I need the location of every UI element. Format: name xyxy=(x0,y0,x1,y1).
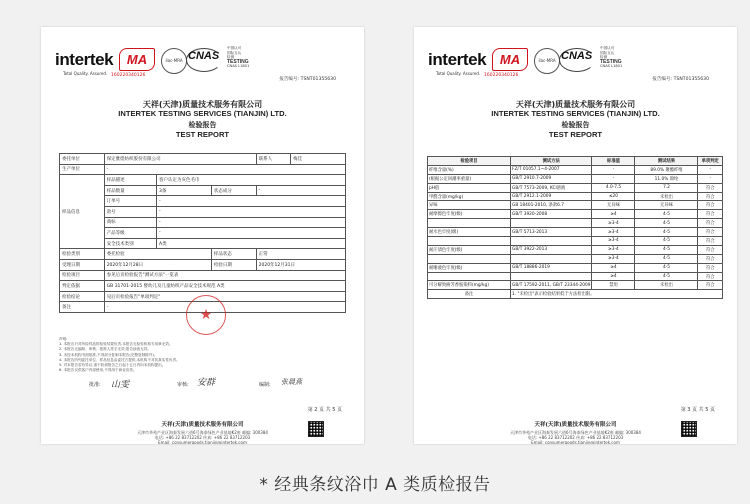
results-row xyxy=(428,254,723,263)
ma-logo: MA xyxy=(492,48,528,71)
results-cell-standard: ≥4 xyxy=(592,272,635,281)
company-name-cn: 天祥(天津)质量技术服务有限公司 xyxy=(142,100,263,109)
info-table: 委托单位 保定雅缇纺织股份有限公司 联系人 梅佳 生产单位 - 样品信息 样品描述 客户认定为灰色毛巾 样品数量 3条 状态成分 - 订单号 - 款号 - 商标 - 产品等级 - 安全技术类别 A类 检验类别 委托检验 样品状态 正常 受理日期 2020年12月28日 检验日期 2020年12月31日 检验项目 参见后页检验报告"测试方法"一览表 判定依据 GB 31701-2015 婴幼儿及儿童纺织产品安全技术规范 A类 检验结论 见后页检验报告"单项判定" 备注 - xyxy=(59,153,346,313)
results-cell-standard: - xyxy=(592,165,635,174)
results-cell-method: GB/T 17592-2011, GB/T 23344-2009 xyxy=(512,282,591,288)
results-cell-result: 4-5 xyxy=(635,237,698,246)
results-cell-method: GB/T 2912.1-2009 xyxy=(511,192,592,201)
results-cell-item: (根据公定回潮率重量) xyxy=(428,174,511,183)
results-cell-judge: - xyxy=(698,165,723,174)
results-cell-method: GB/T 3920-2008 xyxy=(511,210,592,219)
qr-code-icon xyxy=(308,421,324,437)
results-cell-judge: 符合 xyxy=(698,210,723,219)
results-cell-method: GB/T 18886-2019 xyxy=(511,263,592,272)
results-cell-item: 耐汗渍色牢度(级) xyxy=(428,245,511,254)
results-cell-judge: 符合 xyxy=(698,219,723,228)
reviewer-signature: 安群 xyxy=(197,378,216,388)
results-cell-method: GB/T 7573-2009, KCl溶液 xyxy=(511,183,592,192)
results-row xyxy=(428,228,723,237)
results-row xyxy=(428,245,723,254)
footer-contact: 天津市华苑产业区海泰发展六道6号海泰绿色产业基地K2座 邮编: 300384 电话: +86 22 83712202 传真: +86 22 83712203 Email: consumergoods.tianjin@intertek.com xyxy=(510,430,641,444)
results-cell-judge: 符合 xyxy=(698,245,723,254)
results-row xyxy=(428,201,723,210)
results-row xyxy=(428,272,723,281)
results-remark-row: 备注 1. "未检出"表示检验结果低于方法检出限。 xyxy=(428,290,723,299)
testing-accreditation: 中国认可 国际互认 检测 TESTING CNAS L1801 xyxy=(600,46,623,69)
company-name-cn: 天祥(天津)质量技术服务有限公司 xyxy=(515,100,636,109)
results-cell-judge: - xyxy=(698,174,723,183)
ilac-logo: ilac-MRA xyxy=(161,48,187,74)
results-cell-method: GB 18401-2010, 条款6.7 xyxy=(511,201,592,210)
approver-signature: 山雯 xyxy=(111,380,130,390)
company-name-en: INTERTEK TESTING SERVICES (TIANJIN) LTD. xyxy=(491,109,660,118)
cnas-logo: CNAS xyxy=(188,50,220,62)
results-cell-judge: 符合 xyxy=(698,183,723,192)
report-number: 报告编号: TSNT01355630 xyxy=(652,77,709,82)
results-cell-method: FZ/T 01057.1~4-2007 xyxy=(511,165,592,174)
results-cell-standard: - xyxy=(592,174,635,183)
footer-company: 天祥(天津)质量技术服务有限公司 xyxy=(161,422,244,428)
report-page-2 xyxy=(41,27,364,444)
results-cell-judge: 符合 xyxy=(698,228,723,237)
results-cell-judge: 符合 xyxy=(698,192,723,201)
results-row xyxy=(428,174,723,183)
footer-contact: 天津市华苑产业区海泰发展六道6号海泰绿色产业基地K2座 邮编: 300384 电话: +86 22 83712202 传真: +86 22 83712203 Email: consumergoods.tianjin@intertek.com xyxy=(137,430,268,444)
intertek-logo: intertek xyxy=(55,50,114,69)
testing-accreditation: 中国认可 国际互认 检测 TESTING CNAS L1801 xyxy=(227,46,250,69)
results-cell-item: 耐唾液色牢度(级) xyxy=(428,263,511,272)
results-cell-result: 4-5 xyxy=(635,272,698,281)
results-cell-standard: ≥4 xyxy=(592,210,635,219)
results-cell-standard: ≥3-4 xyxy=(592,237,635,246)
report-page-3 xyxy=(414,27,737,444)
ilac-logo: ilac-MRA xyxy=(534,48,560,74)
results-cell-standard: ≥4 xyxy=(592,263,635,272)
results-cell-standard: 无异味 xyxy=(592,201,635,210)
results-cell-item xyxy=(428,272,511,281)
results-cell-item: 耐水色牢度(级) xyxy=(428,228,511,237)
ma-number: 160220340126 xyxy=(484,73,519,78)
intertek-logo: intertek xyxy=(428,50,487,69)
results-cell-standard: ≥3-4 xyxy=(592,245,635,254)
results-cell-item: 耐摩擦色牢度(级) xyxy=(428,210,511,219)
report-title-en: TEST REPORT xyxy=(175,130,230,139)
results-cell-result: 无异味 xyxy=(635,201,698,210)
results-row xyxy=(428,192,723,201)
results-cell-standard: 4.0-7.5 xyxy=(592,183,635,192)
cnas-logo: CNAS xyxy=(561,50,593,62)
report-title-cn: 检验报告 xyxy=(561,121,590,129)
page-number: 第 2 页 共 5 页 xyxy=(307,407,342,413)
company-name-en: INTERTEK TESTING SERVICES (TIANJIN) LTD. xyxy=(118,109,287,118)
results-cell-judge: 符合 xyxy=(698,272,723,281)
results-cell-item xyxy=(428,254,511,263)
results-cell-result: 未检出 xyxy=(635,281,698,290)
results-row xyxy=(428,281,723,290)
results-cell-result: 4-5 xyxy=(635,228,698,237)
results-cell-standard: ≥3-4 xyxy=(592,254,635,263)
results-cell-judge: 符合 xyxy=(698,254,723,263)
results-cell-standard: 禁用 xyxy=(592,281,635,290)
results-cell-item xyxy=(428,237,511,246)
report-title-cn: 检验报告 xyxy=(188,121,217,129)
results-cell-method xyxy=(511,272,592,281)
image-caption: * 经典条纹浴巾 A 类质检报告 xyxy=(259,475,491,495)
statement-notes: 声明: 1. 本报告只对所检样品的检验结果负责,本报告无检验机构专用章无效。 2. 本报告无编制、审核、批准人签字无效,报告涂改无效。 3. 未经本机构书面批准,不得部分复制本报告(完整复制除外)。 4. 本报告所列委托单位、样品信息由委托方提供,本机构不对其真实性负责。 5. 对本报告若有异议,请于收到报告之日起十五日内向本机构提出。 6. 本报告仅供客户内部使用,不得用于商业宣传。 xyxy=(59,337,180,373)
header-logos xyxy=(428,42,723,90)
results-cell-method xyxy=(511,237,592,246)
results-cell-item: 甲醛含量(mg/kg) xyxy=(428,192,511,201)
official-stamp-icon: ★ xyxy=(186,295,226,335)
results-table xyxy=(427,156,723,299)
results-row xyxy=(428,219,723,228)
results-cell-judge: 符合 xyxy=(698,201,723,210)
results-cell-result: 4-5 xyxy=(635,254,698,263)
results-cell-result: 4-5 xyxy=(635,245,698,254)
results-cell-method: GB/T 5713-2013 xyxy=(511,228,592,237)
results-row xyxy=(428,165,723,174)
results-cell-result: 4-5 xyxy=(635,210,698,219)
results-row xyxy=(428,237,723,246)
footer-company: 天祥(天津)质量技术服务有限公司 xyxy=(534,422,617,428)
results-cell-item: 纤维含量(%) xyxy=(428,165,511,174)
signature-row: 批准: 山雯 审核: 安群 编制: 张晨燕 xyxy=(59,377,346,393)
results-cell-result: 89.0% 聚酯纤维 xyxy=(635,165,698,174)
results-cell-result: 11.0% 锦纶 xyxy=(635,174,698,183)
intertek-tagline: Total Quality. Assured. xyxy=(63,71,108,76)
results-row xyxy=(428,263,723,272)
results-cell-method xyxy=(511,219,592,228)
results-cell-judge: 符合 xyxy=(698,237,723,246)
report-title-en: TEST REPORT xyxy=(548,130,603,139)
results-cell-method xyxy=(511,254,592,263)
results-cell-standard: ≤20 xyxy=(592,192,635,201)
ma-number: 160220340126 xyxy=(111,73,146,78)
results-cell-method: GB/T 3922-2013 xyxy=(511,245,592,254)
results-row xyxy=(428,210,723,219)
results-header-row: 检验项目 测试方法 标准值 测试结果 单项判定 xyxy=(428,157,723,166)
results-cell-standard: ≥3-4 xyxy=(592,219,635,228)
results-cell-item xyxy=(428,219,511,228)
results-cell-result: 4-5 xyxy=(635,263,698,272)
results-row xyxy=(428,183,723,192)
results-cell-result: 4-5 xyxy=(635,219,698,228)
editor-signature: 张晨燕 xyxy=(281,378,302,386)
qr-code-icon xyxy=(681,421,697,437)
results-cell-judge: 符合 xyxy=(698,281,723,290)
ma-logo: MA xyxy=(119,48,155,71)
page-number: 第 3 页 共 5 页 xyxy=(680,407,715,413)
results-cell-result: 7.2 xyxy=(635,183,698,192)
results-cell-item: 可分解致癌芳香胺染料(mg/kg) xyxy=(428,281,511,290)
results-cell-result: 未检出 xyxy=(635,192,698,201)
results-cell-item: 异味 xyxy=(428,201,511,210)
results-cell-standard: ≥3-4 xyxy=(592,228,635,237)
intertek-tagline: Total Quality. Assured. xyxy=(436,71,481,76)
results-cell-judge: 符合 xyxy=(698,263,723,272)
header-logos xyxy=(55,42,350,90)
sample-info-label: 样品信息 xyxy=(60,175,105,249)
results-cell-method: GB/T 2910.7-2009 xyxy=(511,174,592,183)
results-cell-item: pH值 xyxy=(428,183,511,192)
report-number: 报告编号: TSNT01355630 xyxy=(279,77,336,82)
